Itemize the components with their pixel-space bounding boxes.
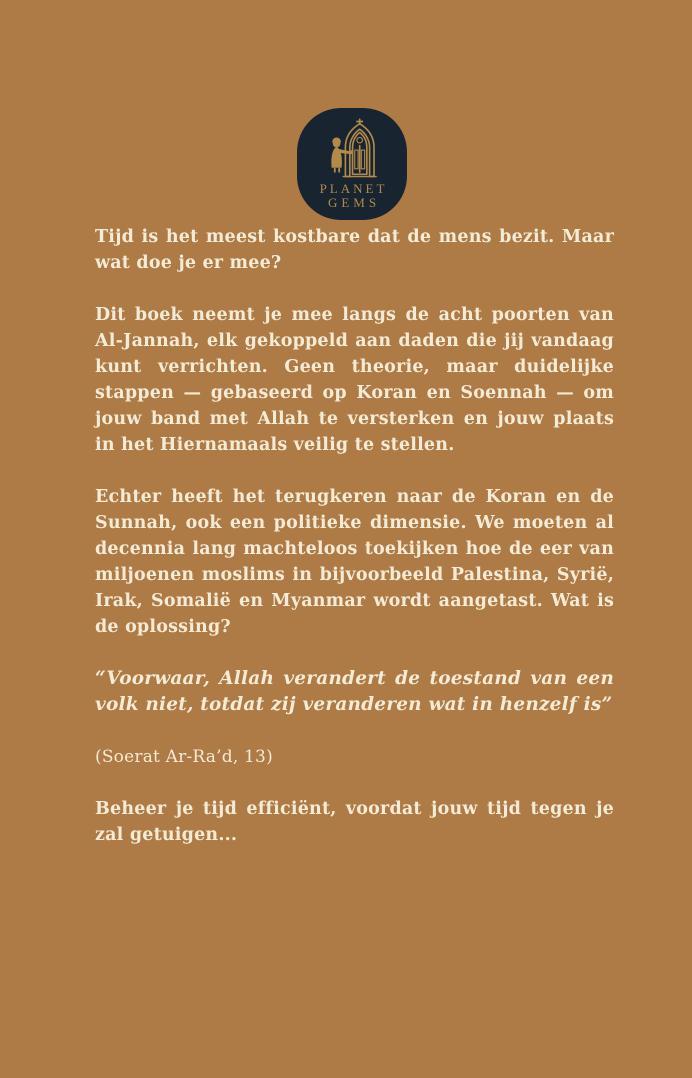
- figure-at-gothic-door-icon: [316, 116, 388, 182]
- intro-paragraph: Tijd is het meest kostbare dat de mens bezit. Maar wat doe je er mee?: [95, 227, 614, 273]
- logo-brand-line2: GEMS: [327, 195, 381, 210]
- political-dimension-paragraph: Echter heeft het terugkeren naar de Koran en de Sunnah, ook een politieke dimensie. We moeten al decennia lang machteloos toekijken hoe de eer van miljoenen moslims in bijvoorbeeld Palestina, Syrië, Irak, Somalië en Myanmar wordt aangetast. Wat is de oplossing?: [95, 487, 614, 637]
- logo-brand-line1: PLANET: [319, 181, 388, 196]
- closing-paragraph: Beheer je tijd efficiënt, voordat jouw tijd tegen je zal getuigen...: [95, 799, 614, 845]
- publisher-logo: [297, 108, 407, 220]
- quran-quote: “Voorwaar, Allah verandert de toestand van een volk niet, totdat zij veranderen wat in henzelf is”: [95, 668, 614, 715]
- back-cover-text: [95, 224, 614, 874]
- book-description-paragraph: Dit boek neemt je mee langs de acht poorten van Al-Jannah, elk gekoppeld aan daden die jij vandaag kunt verrichten. Geen theorie, maar duidelijke stappen — gebaseerd op Koran en Soennah — om jouw band met Allah te versterken en jouw plaats in het Hiernamaals veilig te stellen.: [95, 305, 614, 455]
- quote-source: (Soerat Ar-Ra’d, 13): [95, 747, 273, 767]
